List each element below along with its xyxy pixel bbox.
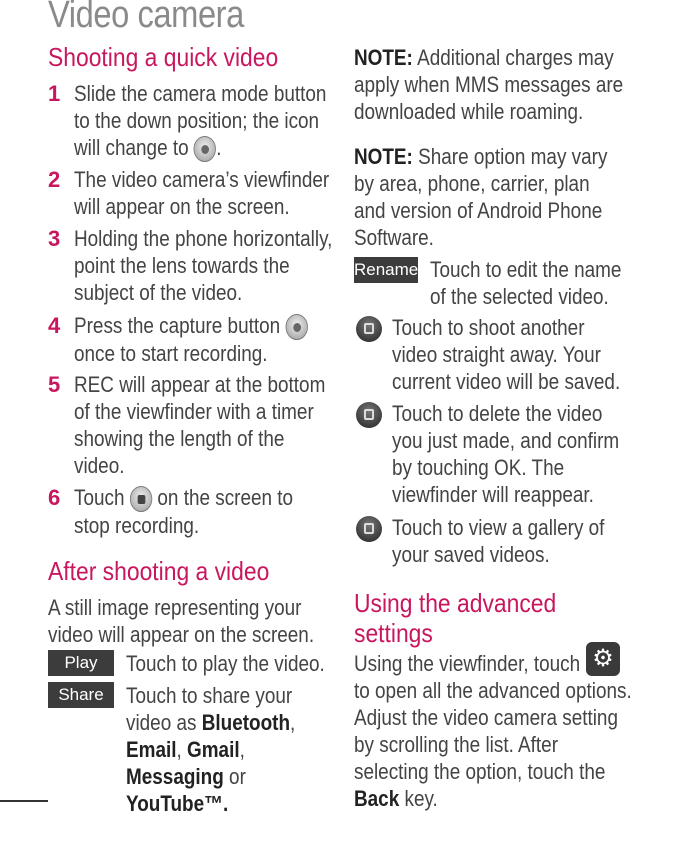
step-number: 1: [48, 81, 61, 106]
step-number: 5: [48, 372, 61, 397]
new-video-description: Touch to shoot another video straight away. Your current video will be saved.: [392, 315, 621, 394]
share-description: Touch to share your video as Bluetooth, Email, Gmail, Messaging or YouTube™.: [126, 683, 296, 816]
stop-icon: [130, 486, 152, 512]
rename-button[interactable]: Rename: [354, 257, 418, 283]
play-description: Touch to play the video.: [126, 651, 325, 676]
step-number: 6: [48, 485, 61, 510]
video-camera-icon[interactable]: [356, 316, 382, 342]
delete-description: Touch to delete the video you just made, and confirm by touching OK. The viewfinder will reappear.: [392, 401, 620, 507]
share-button[interactable]: Share: [48, 682, 114, 708]
step-text: REC will appear at the bottom of the viewfinder with a timer showing the length of the video.: [74, 372, 326, 478]
page-title: Video camera: [48, 0, 244, 36]
step-number: 2: [48, 167, 61, 192]
camera-mode-icon: [194, 136, 216, 162]
section-heading-advanced: Using the advanced settings: [354, 588, 557, 648]
step-text: Slide the camera mode button to the down position; the icon will change to .: [74, 80, 358, 162]
gallery-icon[interactable]: [356, 516, 382, 542]
step-text: Holding the phone horizontally, point the lens towards the subject of the video.: [74, 226, 333, 305]
step-number: 4: [48, 313, 61, 338]
section-heading-after: After shooting a video: [48, 556, 270, 586]
step-text: Touch on the screen to stop recording.: [74, 485, 294, 539]
step-text: Press the capture button once to start recording.: [74, 312, 358, 367]
gallery-description: Touch to view a gallery of your saved videos.: [392, 515, 605, 567]
section-heading-shooting: Shooting a quick video: [48, 42, 279, 72]
advanced-description: Using the viewfinder, touch to open all the advanced options. Adjust the video camera setting by scrolling the list. After selecting the option, touch the Back key.: [354, 651, 632, 811]
after-intro: A still image representing your video will appear on the screen.: [48, 595, 315, 647]
play-button[interactable]: Play: [48, 650, 114, 676]
step-text: The video camera’s viewfinder will appear on the screen.: [74, 167, 330, 219]
capture-button-icon: [285, 314, 307, 340]
trash-icon[interactable]: [356, 402, 382, 428]
step-number: 3: [48, 226, 61, 251]
note-charges: NOTE: Additional charges may apply when MMS messages are downloaded while roaming.: [354, 45, 624, 124]
settings-gear-icon[interactable]: ⚙: [586, 642, 620, 676]
note-share: NOTE: Share option may vary by area, phone, carrier, plan and version of Android Phone Software.: [354, 144, 608, 250]
page-rule: [0, 800, 48, 802]
rename-description: Touch to edit the name of the selected video.: [430, 257, 622, 309]
